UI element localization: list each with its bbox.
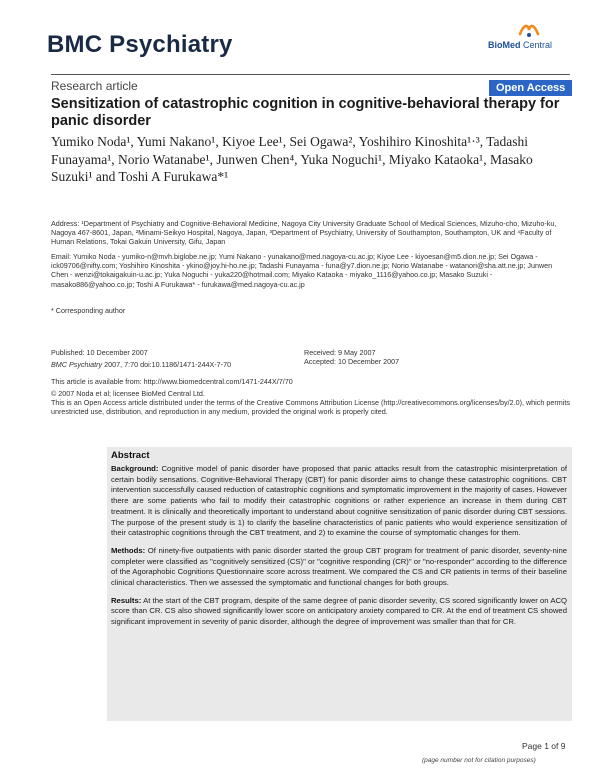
open-access-badge: Open Access <box>489 80 572 96</box>
publication-info <box>51 348 291 369</box>
page-note: (page number not for citation purposes) <box>422 757 536 764</box>
corresponding-author-note: * Corresponding author <box>51 306 126 315</box>
page-number: Page 1 of 9 <box>522 741 566 751</box>
accepted-date: Accepted: 10 December 2007 <box>304 357 400 367</box>
abstract-methods: Methods: Of ninety-five outpatients with panic disorder started the group CBT program for treatment of panic disorder, seventy-nine completer were classified as "cognitively sensitized (CS)" or "cognitive responding (CR)" or "no-responder" according to the difference of the Agoraphobic Cognitions Questionnaire score across treatment. We compared the CS and CR patients in terms of their baseline clinical characteristics. Then we assessed the symptomatic and functional changes for both groups. <box>111 545 567 588</box>
biomed-logo-icon <box>518 22 540 38</box>
article-title: Sensitization of catastrophic cognition in cognitive-behavioral therapy for panic disorder <box>51 96 560 129</box>
license-block <box>51 389 571 417</box>
copyright-line: © 2007 Noda et al; licensee BioMed Central Ltd. <box>51 389 205 398</box>
abstract-results: Results: At the start of the CBT program, despite of the same degree of panic disorder severity, CS scored significantly lower on ACQ score than CR. CS also showed significantly lower score on anticipatory anxiety compared to CR. At the end of treatment CS showed significant improvement in severity of panic disorder, although the degree of improvement was smaller than that for CR. <box>111 595 567 627</box>
received-accepted <box>304 348 504 366</box>
abstract-background: Background: Cognitive model of panic disorder have proposed that panic attacks result from the catastrophic misinterpretation of certain bodily sensations. Cognitive-Behavioral Therapy (CBT) for panic disorder aims to change these catastrophic cognitions. CBT intervention successfully caused reduction of catastrophic cognitions and symptomatic improvement in the majority of cases. However there are some patients who fail to modify their catastrophic cognitions or rather experience an increase in them during CBT treatment. It is clinically and theoretically important to understand about cognitive sensitization of panic disorder during CBT sessions. The purpose of the present study is 1) to clarify the baseline characteristics of panic patients who would experience sensitization of their catastrophic cognitions through the CBT treatment, and 2) to examine the course of symptomatic changes for them. <box>111 464 567 538</box>
article-url[interactable]: This article is available from: http://www.biomedcentral.com/1471-244X/7/70 <box>51 377 293 386</box>
abstract-body <box>111 464 567 635</box>
author-list: Yumiko Noda¹, Yumi Nakano¹, Kiyoe Lee¹, Sei Ogawa², Yoshihiro Kinoshita¹·³, Tadashi Funayama¹, Norio Watanabe¹, Junwen Chen⁴, Yuka Noguchi¹, Miyako Kataoka¹, Masako Suzuki¹ and Toshi A Furukawa*¹ <box>51 134 533 184</box>
license-text: This is an Open Access article distributed under the terms of the Creative Commons Attribution License (http://creativecommons.org/licenses/by/2.0), which permits unrestricted use, distribution, and reproduction in any medium, provided the original work is properly cited. <box>51 398 570 417</box>
published-date: Published: 10 December 2007 <box>51 348 148 357</box>
author-emails: Email: Yumiko Noda - yumiko-n@mvh.biglobe.ne.jp; Yumi Nakano - yunakano@med.nagoya-cu.ac.jp; Kiyoe Lee - kiyoesan@m5.dion.ne.jp; Sei Ogawa - ick09706@nifty.com; Yoshihiro Kinoshita - ykino@joy.hi-ho.ne.jp; Tadashi Funayama - funa@y7.dion.ne.jp; Norio Watanabe - watanori@sha.att.ne.jp; Junwen Chen - wenzi@tokaigakuin-u.ac.jp; Yuka Noguchi - yuka220@hotmail.com; Miyako Kataoka - miyako_1116@yahoo.co.jp; Masako Suzuki - masako886@yahoo.co.jp; Toshi A Furukawa* - furukawa@med.nagoya-cu.ac.jp <box>51 252 553 289</box>
header-divider <box>51 74 570 75</box>
publisher-name: BioMed Central <box>488 40 553 50</box>
affiliations: Address: ¹Department of Psychiatry and Cognitive-Behavioral Medicine, Nagoya City University Graduate School of Medical Sciences, Mizuho-cho, Mizuho-ku, Nagoya 467-8601, Japan, ²Minami-Seikyo Hospital, Nagoya, Japan, ³Department of Psychiatry, University of Southampton, Southampton, UK and ⁴Faculty of Human Relations, Tokai Gakuin University, Gifu, Japan <box>51 219 557 247</box>
received-date: Received: 9 May 2007 <box>304 348 376 357</box>
publisher-logo <box>488 22 560 58</box>
abstract-heading: Abstract <box>111 450 150 461</box>
abstract-box <box>107 447 572 721</box>
journal-title: BMC Psychiatry <box>47 31 233 58</box>
citation: BMC Psychiatry 2007, 7:70 doi:10.1186/1471-244X-7-70 <box>51 360 232 370</box>
article-type: Research article <box>51 79 138 93</box>
